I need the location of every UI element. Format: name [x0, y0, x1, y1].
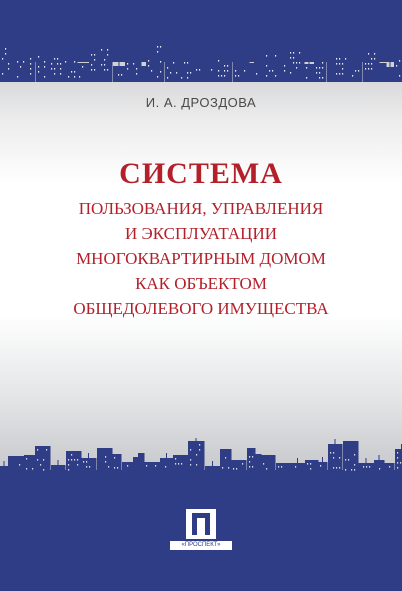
- publisher-logo-icon: [186, 509, 216, 539]
- subtitle-line: И ЭКСПЛУАТАЦИИ: [124, 224, 278, 243]
- author-name: И. А. ДРОЗДОВА: [145, 95, 257, 110]
- subtitle-line: КАК ОБЪЕКТОМ: [135, 274, 267, 293]
- subtitle-line: МНОГОКВАРТИРНЫМ ДОМОМ: [76, 249, 326, 268]
- subtitle-line: ПОЛЬЗОВАНИЯ, УПРАВЛЕНИЯ: [78, 199, 324, 218]
- book-title: СИСТЕМА: [119, 157, 283, 190]
- publisher-name: «ПРОСПЕКТ»: [170, 541, 232, 550]
- book-subtitle: [40, 196, 362, 321]
- top-city-skyline-overlay: [0, 40, 402, 82]
- subtitle-line: ОБЩЕДОЛЕВОГО ИМУЩЕСТВА: [73, 299, 329, 318]
- bottom-city-skyline-icon: [0, 438, 402, 474]
